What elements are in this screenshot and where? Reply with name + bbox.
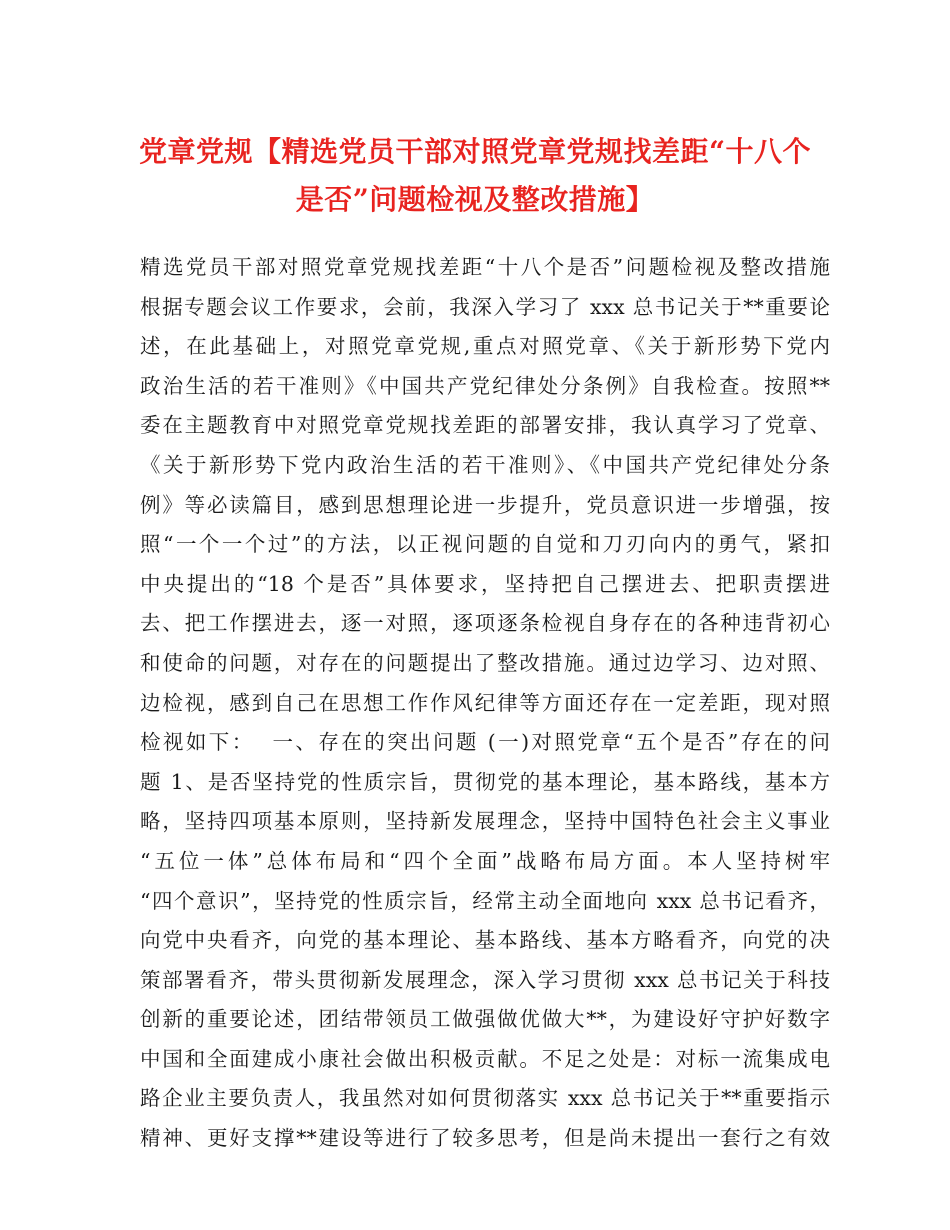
- body-line: 精神、更好支撑**建设等进行了较多思考，但是尚未提出一套行之有效: [140, 1126, 830, 1151]
- document-body: [140, 248, 830, 1159]
- title-line: 是否”问题检视及整改措施】: [295, 183, 655, 216]
- body-line: “四个意识”，坚持党的性质宗旨，经常主动全面地向 xxx 总书记看齐，: [140, 888, 830, 913]
- body-line: 例》等必读篇目，感到思想理论进一步提升，党员意识进一步增强，按: [140, 492, 830, 517]
- body-line: 中央提出的“18 个是否”具体要求，坚持把自己摆进去、把职责摆进: [140, 571, 830, 596]
- body-line: 委在主题教育中对照党章党规找差距的部署安排，我认真学习了党章、: [140, 413, 830, 438]
- body-line: 创新的重要论述，团结带领员工做强做优做大**，为建设好守护好数字: [140, 1007, 830, 1032]
- body-line: 根据专题会议工作要求，会前，我深入学习了 xxx 总书记关于**重要论: [140, 294, 830, 319]
- body-line: 中国和全面建成小康社会做出积极贡献。不足之处是：对标一流集成电: [140, 1046, 830, 1071]
- body-line: 照“一个一个过”的方法，以正视问题的自觉和刀刃向内的勇气，紧扣: [140, 532, 830, 557]
- body-line: 去、把工作摆进去，逐一对照，逐项逐条检视自身存在的各种违背初心: [140, 611, 830, 636]
- body-line: 述，在此基础上，对照党章党规,重点对照党章、《关于新形势下党内: [140, 334, 830, 359]
- body-line: 边检视，感到自己在思想工作作风纪律等方面还存在一定差距，现对照: [140, 690, 830, 715]
- body-line: 《关于新形势下党内政治生活的若干准则》、《中国共产党纪律处分条: [140, 452, 830, 477]
- body-line: 和使命的问题，对存在的问题提出了整改措施。通过边学习、边对照、: [140, 650, 830, 675]
- body-line: 策部署看齐，带头贯彻新发展理念，深入学习贯彻 xxx 总书记关于科技: [140, 967, 830, 992]
- title-line: 党章党规【精选党员干部对照党章党规找差距“十八个: [138, 135, 812, 168]
- body-line: 精选党员干部对照党章党规找差距“十八个是否”问题检视及整改措施: [140, 255, 830, 279]
- body-line: 题 1、是否坚持党的性质宗旨，贯彻党的基本理论，基本路线，基本方: [140, 769, 830, 794]
- document-title: [130, 128, 820, 224]
- body-line: 略，坚持四项基本原则，坚持新发展理念，坚持中国特色社会主义事业: [140, 809, 830, 834]
- body-line: 检视如下： 一、存在的突出问题 (一)对照党章“五个是否”存在的问: [140, 730, 830, 755]
- body-line: “五位一体”总体布局和“四个全面”战略布局方面。本人坚持树牢: [140, 848, 830, 873]
- body-line: 向党中央看齐，向党的基本理论、基本路线、基本方略看齐，向党的决: [140, 928, 830, 953]
- body-line: 路企业主要负责人，我虽然对如何贯彻落实 xxx 总书记关于**重要指示: [140, 1086, 830, 1111]
- body-line: 政治生活的若干准则》《中国共产党纪律处分条例》自我检查。按照**: [140, 373, 830, 398]
